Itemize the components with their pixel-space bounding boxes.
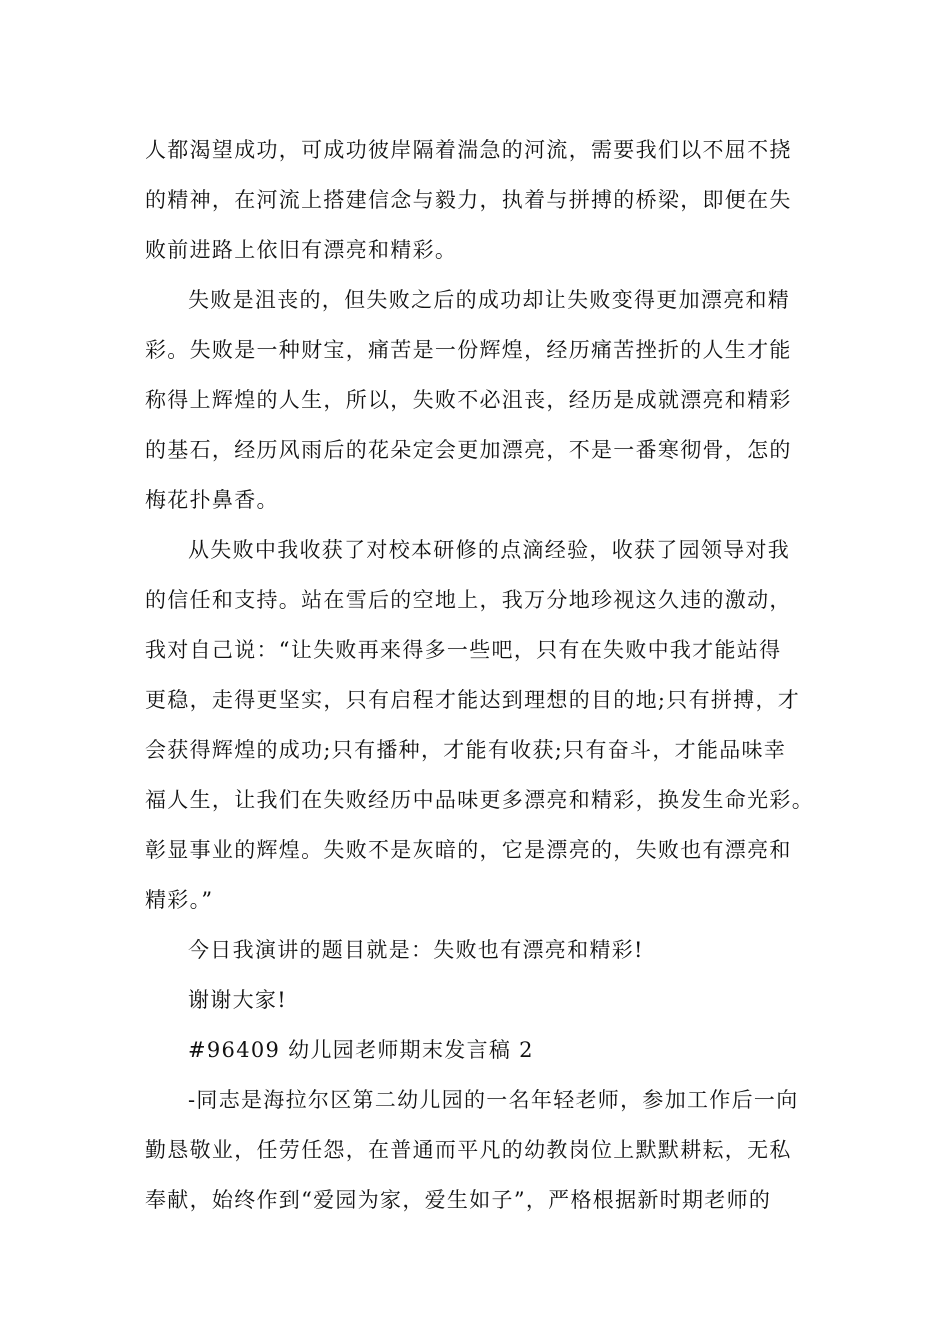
paragraph-line: 从失败中我收获了对校本研修的点滴经验，收获了园领导对我 [188,538,791,562]
paragraph-line: 更稳，走得更坚实，只有启程才能达到理想的目的地;只有拼搏，才 [145,688,801,712]
paragraph-line: 称得上辉煌的人生，所以，失败不必沮丧，经历是成就漂亮和精彩 [145,388,792,412]
paragraph-line: 奉献，始终作到“爱园为家，爱生如子”，严格根据新时期老师的 [145,1188,772,1212]
paragraph-line: 败前进路上依旧有漂亮和精彩。 [145,238,458,262]
paragraph-line: 人都渴望成功，可成功彼岸隔着湍急的河流，需要我们以不屈不挠 [145,138,792,162]
paragraph-line: 会获得辉煌的成功;只有播种，才能有收获;只有奋斗，才能品味幸 [145,738,787,762]
paragraph-line: 勤恳敬业，任劳任怨，在普通而平凡的幼教岗位上默默耕耘，无私 [145,1138,792,1162]
section-heading: #96409 幼儿园老师期末发言稿 2 [188,1038,534,1062]
paragraph-line: -同志是海拉尔区第二幼儿园的一名年轻老师，参加工作后一向 [188,1088,799,1112]
paragraph-line: 彩。失败是一种财宝，痛苦是一份辉煌，经历痛苦挫折的人生才能 [145,338,792,362]
paragraph-line: 谢谢大家! [188,988,287,1012]
paragraph-line: 失败是沮丧的，但失败之后的成功却让失败变得更加漂亮和精 [188,288,791,312]
paragraph-line: 精彩。” [145,888,214,912]
paragraph-line: 福人生，让我们在失败经历中品味更多漂亮和精彩，换发生命光彩。 [145,788,814,812]
paragraph-line: 我对自己说：“让失败再来得多一些吧，只有在失败中我才能站得 [145,638,782,662]
paragraph-line: 今日我演讲的题目就是：失败也有漂亮和精彩! [188,938,644,962]
paragraph-line: 的精神，在河流上搭建信念与毅力，执着与拼搏的桥梁，即便在失 [145,188,792,212]
paragraph-line: 的信任和支持。站在雪后的空地上，我万分地珍视这久违的激动， [145,588,792,612]
paragraph-line: 梅花扑鼻香。 [145,488,279,512]
paragraph-line: 彰显事业的辉煌。失败不是灰暗的，它是漂亮的，失败也有漂亮和 [145,838,792,862]
paragraph-line: 的基石，经历风雨后的花朵定会更加漂亮，不是一番寒彻骨，怎的 [145,438,792,462]
